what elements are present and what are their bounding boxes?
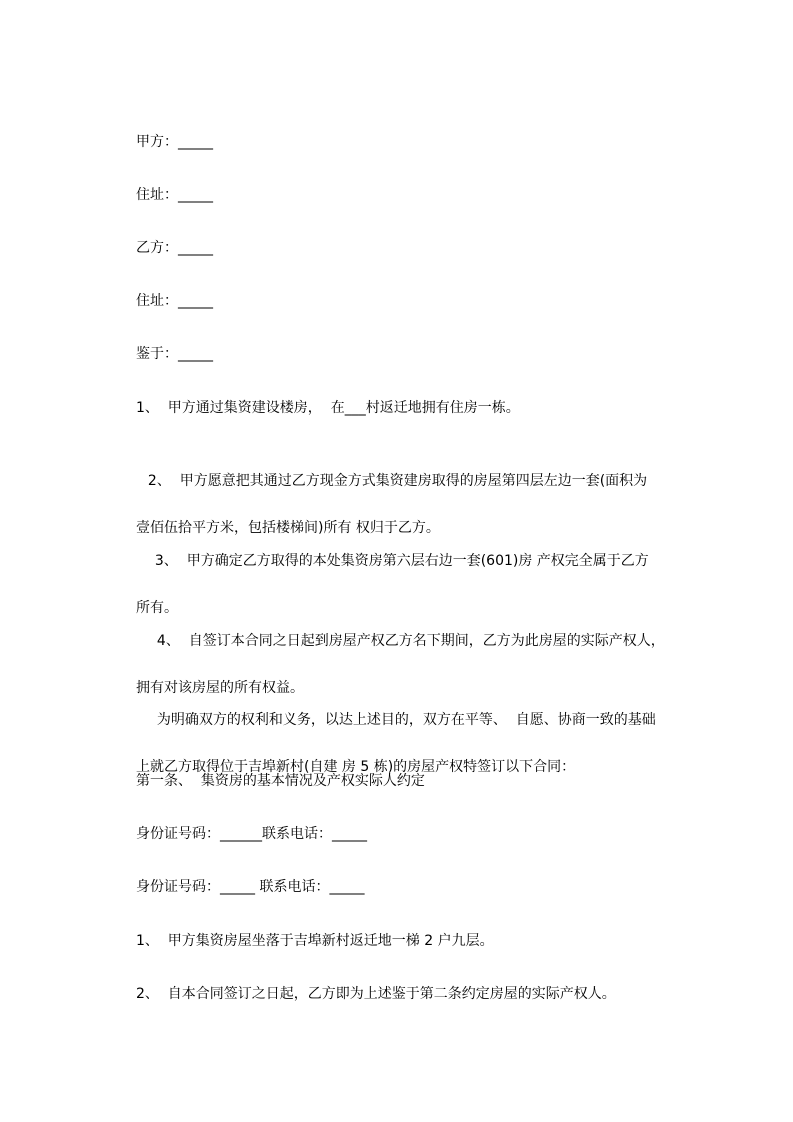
- whereas-line: 鉴于：_____: [136, 346, 213, 362]
- purpose-line-2: 上就乙方取得位于吉埠新村(自建 房 5 栋)的房屋产权特签订以下合同：: [136, 759, 576, 775]
- article-1-clause-1: 1、 甲方集资房屋坐落于吉埠新村返迁地一梯 2 户九层。: [136, 933, 494, 949]
- recital-item-2-line-1: 2、 甲方愿意把其通过乙方现金方式集资建房取得的房屋第四层左边一套(面积为: [147, 473, 648, 489]
- recital-item-3-line-1: 3、 甲方确定乙方取得的本处集资房第六层右边一套(601)房 产权完全属于乙方: [154, 553, 649, 569]
- recital-item-2-line-2: 壹佰伍拾平方米，包括楼梯间)所有 权归于乙方。: [136, 520, 440, 536]
- recital-item-1: 1、 甲方通过集资建设楼房， 在___村返迁地拥有住房一栋。: [136, 400, 520, 416]
- party-a-line: 甲方：_____: [136, 134, 213, 150]
- address-b-line: 住址：_____: [136, 293, 213, 309]
- id-phone-line-a: 身份证号码：______联系电话：_____: [136, 826, 367, 842]
- purpose-line-1: 为明确双方的权利和义务，以达上述目的，双方在平等、 自愿、协商一致的基础: [156, 712, 656, 728]
- party-b-line: 乙方：_____: [136, 240, 213, 256]
- address-a-line: 住址：_____: [136, 187, 213, 203]
- id-phone-line-b: 身份证号码：_____ 联系电话：_____: [136, 879, 365, 895]
- recital-item-4-line-2: 拥有对该房屋的所有权益。: [136, 680, 304, 696]
- article-1-heading: 第一条、 集资房的基本情况及产权实际人约定: [136, 773, 425, 789]
- article-1-clause-2: 2、 自本合同签订之日起，乙方即为上述鉴于第二条约定房屋的实际产权人。: [136, 986, 616, 1002]
- recital-item-3-line-2: 所有。: [136, 600, 178, 616]
- recital-item-4-line-1: 4、 自签订本合同之日起到房屋产权乙方名下期间，乙方为此房屋的实际产权人，: [156, 633, 665, 649]
